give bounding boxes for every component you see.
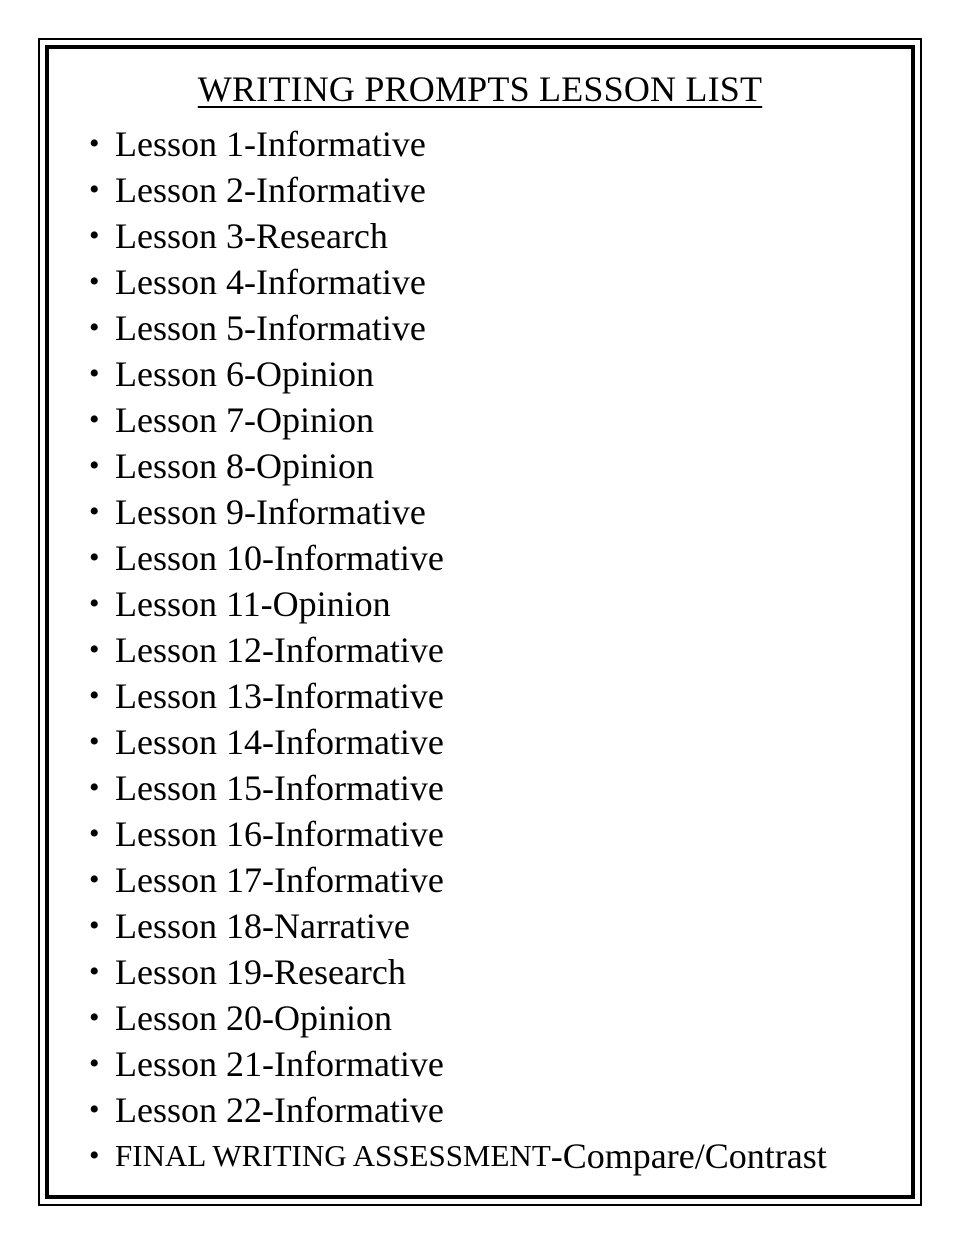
bullet-icon: •: [89, 403, 100, 436]
lesson-label: Lesson 10-Informative: [115, 538, 444, 578]
lesson-label: Lesson 4-Informative: [115, 262, 426, 302]
lesson-label: Lesson 15-Informative: [115, 768, 444, 808]
bullet-icon: •: [89, 311, 100, 344]
lesson-label: Lesson 19-Research: [115, 952, 406, 992]
list-item: [89, 765, 827, 811]
bullet-icon: •: [89, 817, 100, 850]
bullet-icon: •: [89, 265, 100, 298]
lesson-label: Lesson 9-Informative: [115, 492, 426, 532]
lesson-label: Lesson 12-Informative: [115, 630, 444, 670]
list-item: [89, 811, 827, 857]
lesson-label: Lesson 11-Opinion: [115, 584, 391, 624]
bullet-icon: •: [89, 863, 100, 896]
lesson-label: Lesson 20-Opinion: [115, 998, 392, 1038]
list-item: [89, 627, 827, 673]
list-item: [89, 581, 827, 627]
bullet-icon: •: [89, 1139, 100, 1172]
bullet-icon: •: [89, 357, 100, 390]
final-assessment-label: FINAL WRITING ASSESSMENT: [115, 1138, 551, 1173]
list-item: [89, 397, 827, 443]
bullet-icon: •: [89, 219, 100, 252]
list-item: [89, 1041, 827, 1087]
list-item: [89, 489, 827, 535]
page-border-inner: [45, 45, 915, 1199]
bullet-icon: •: [89, 679, 100, 712]
final-assessment-type: -Compare/Contrast: [550, 1136, 827, 1176]
page-title: [49, 67, 911, 111]
lesson-label: Lesson 22-Informative: [115, 1090, 444, 1130]
bullet-icon: •: [89, 541, 100, 574]
lesson-label: Lesson 14-Informative: [115, 722, 444, 762]
final-assessment-item: [89, 1133, 827, 1179]
list-item: [89, 857, 827, 903]
list-item: [89, 351, 827, 397]
bullet-icon: •: [89, 173, 100, 206]
list-item: [89, 949, 827, 995]
lesson-label: Lesson 8-Opinion: [115, 446, 374, 486]
lesson-label: Lesson 16-Informative: [115, 814, 444, 854]
lesson-label: Lesson 18-Narrative: [115, 906, 410, 946]
list-item: [89, 167, 827, 213]
bullet-icon: •: [89, 1093, 100, 1126]
bullet-icon: •: [89, 587, 100, 620]
list-item: [89, 535, 827, 581]
lesson-label: Lesson 13-Informative: [115, 676, 444, 716]
lesson-list: [89, 121, 827, 1179]
list-item: [89, 903, 827, 949]
list-item: [89, 719, 827, 765]
bullet-icon: •: [89, 1001, 100, 1034]
lesson-label: Lesson 7-Opinion: [115, 400, 374, 440]
bullet-icon: •: [89, 955, 100, 988]
list-item: [89, 121, 827, 167]
list-item: [89, 443, 827, 489]
list-item: [89, 305, 827, 351]
lesson-label: Lesson 17-Informative: [115, 860, 444, 900]
page-title-text: WRITING PROMPTS LESSON LIST: [197, 69, 763, 109]
lesson-label: Lesson 5-Informative: [115, 308, 426, 348]
list-item: [89, 995, 827, 1041]
lesson-label: Lesson 2-Informative: [115, 170, 426, 210]
list-item: [89, 213, 827, 259]
list-item: [89, 1087, 827, 1133]
lesson-label: Lesson 1-Informative: [115, 124, 426, 164]
bullet-icon: •: [89, 127, 100, 160]
bullet-icon: •: [89, 449, 100, 482]
bullet-icon: •: [89, 771, 100, 804]
bullet-icon: •: [89, 909, 100, 942]
lesson-label: Lesson 3-Research: [115, 216, 388, 256]
list-item: [89, 259, 827, 305]
bullet-icon: •: [89, 495, 100, 528]
bullet-icon: •: [89, 1047, 100, 1080]
lesson-label: Lesson 6-Opinion: [115, 354, 374, 394]
bullet-icon: •: [89, 633, 100, 666]
list-item: [89, 673, 827, 719]
lesson-label: Lesson 21-Informative: [115, 1044, 444, 1084]
bullet-icon: •: [89, 725, 100, 758]
page-border: [38, 38, 922, 1206]
